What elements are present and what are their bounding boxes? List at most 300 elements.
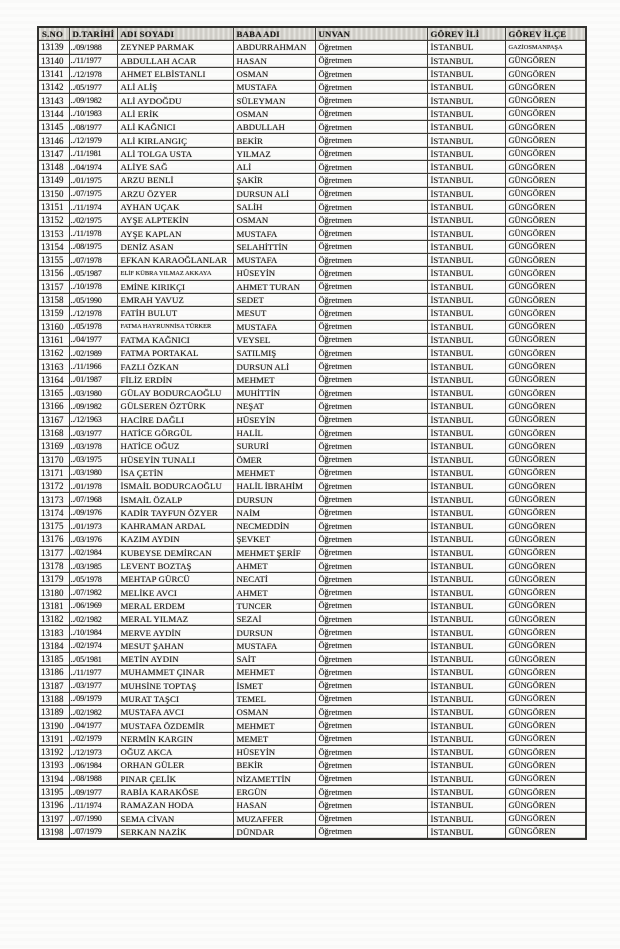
cell-duty-province: İSTANBUL [427,227,505,240]
cell-duty-district: GÜNGÖREN [505,785,586,798]
cell-full-name: SEMA CİVAN [117,812,233,825]
cell-birth-date: ../02/1979 [69,732,117,745]
cell-father-name: AHMET [233,586,315,599]
cell-duty-district: GÜNGÖREN [505,453,586,466]
cell-duty-district: GÜNGÖREN [505,533,586,546]
cell-full-name: HACİRE DAĞLI [117,413,233,426]
cell-father-name: DURSUN [233,493,315,506]
cell-sno: 13175 [38,519,69,532]
table-row [38,692,586,705]
cell-duty-province: İSTANBUL [427,533,505,546]
cell-father-name: VEYSEL [233,333,315,346]
cell-title: Öğretmen [315,413,427,426]
cell-duty-district: GÜNGÖREN [505,599,586,612]
cell-father-name: ÖMER [233,453,315,466]
cell-duty-province: İSTANBUL [427,174,505,187]
table-row [38,293,586,306]
cell-duty-province: İSTANBUL [427,413,505,426]
cell-duty-province: İSTANBUL [427,373,505,386]
table-row [38,267,586,280]
cell-birth-date: ../09/1988 [69,41,117,54]
cell-father-name: ŞEVKET [233,533,315,546]
cell-sno: 13154 [38,240,69,253]
cell-birth-date: ../05/1987 [69,267,117,280]
cell-birth-date: ../03/1975 [69,453,117,466]
cell-father-name: MUSTAFA [233,227,315,240]
cell-full-name: MUSTAFA AVCI [117,706,233,719]
cell-duty-district: GÜNGÖREN [505,746,586,759]
cell-duty-province: İSTANBUL [427,519,505,532]
cell-duty-district: GÜNGÖREN [505,759,586,772]
cell-father-name: DURSUN ALİ [233,360,315,373]
cell-sno: 13196 [38,799,69,812]
cell-full-name: FATİH BULUT [117,307,233,320]
cell-birth-date: ../04/1977 [69,719,117,732]
cell-father-name: DÜNDAR [233,825,315,839]
column-header-full-name: ADI SOYADI [117,27,233,41]
table-row [38,799,586,812]
cell-duty-province: İSTANBUL [427,240,505,253]
cell-duty-province: İSTANBUL [427,280,505,293]
cell-father-name: NAİM [233,506,315,519]
cell-birth-date: ../03/1977 [69,679,117,692]
cell-father-name: MEHMET ŞERİF [233,546,315,559]
column-header-title: UNVAN [315,27,427,41]
cell-birth-date: ../12/1973 [69,746,117,759]
cell-full-name: KUBEYSE DEMİRCAN [117,546,233,559]
cell-father-name: HASAN [233,54,315,67]
table-row [38,573,586,586]
cell-birth-date: ../01/1973 [69,519,117,532]
cell-duty-province: İSTANBUL [427,67,505,80]
cell-sno: 13153 [38,227,69,240]
cell-sno: 13197 [38,812,69,825]
cell-father-name: İSMET [233,679,315,692]
cell-duty-district: GÜNGÖREN [505,227,586,240]
cell-sno: 13156 [38,267,69,280]
cell-duty-district: GÜNGÖREN [505,174,586,187]
cell-birth-date: ../10/1978 [69,280,117,293]
table-row [38,387,586,400]
cell-full-name: ZEYNEP PARMAK [117,41,233,54]
cell-full-name: ABDULLAH ACAR [117,54,233,67]
cell-duty-province: İSTANBUL [427,480,505,493]
cell-birth-date: ../02/1982 [69,706,117,719]
table-row [38,652,586,665]
cell-birth-date: ../03/1978 [69,440,117,453]
cell-sno: 13150 [38,187,69,200]
cell-sno: 13194 [38,772,69,785]
table-row [38,400,586,413]
cell-title: Öğretmen [315,267,427,280]
cell-full-name: METİN AYDIN [117,652,233,665]
cell-duty-province: İSTANBUL [427,187,505,200]
table-row [38,559,586,572]
cell-birth-date: ../05/1981 [69,652,117,665]
cell-full-name: MELİKE AVCI [117,586,233,599]
table-row [38,533,586,546]
cell-birth-date: ../05/1978 [69,573,117,586]
cell-title: Öğretmen [315,440,427,453]
cell-birth-date: ../02/1984 [69,546,117,559]
cell-duty-district: GÜNGÖREN [505,293,586,306]
table-row [38,41,586,54]
cell-duty-province: İSTANBUL [427,759,505,772]
cell-father-name: HALİL [233,426,315,439]
cell-duty-district: GÜNGÖREN [505,387,586,400]
cell-title: Öğretmen [315,280,427,293]
cell-sno: 13151 [38,200,69,213]
cell-duty-district: GÜNGÖREN [505,307,586,320]
cell-sno: 13162 [38,347,69,360]
cell-birth-date: ../03/1977 [69,426,117,439]
cell-sno: 13165 [38,387,69,400]
cell-duty-province: İSTANBUL [427,785,505,798]
cell-father-name: HÜSEYİN [233,267,315,280]
cell-duty-district: GÜNGÖREN [505,134,586,147]
cell-father-name: OSMAN [233,67,315,80]
cell-sno: 13155 [38,254,69,267]
cell-full-name: MERAL ERDEM [117,599,233,612]
cell-full-name: AYŞE KAPLAN [117,227,233,240]
table-header [38,27,586,41]
cell-birth-date: ../03/1980 [69,387,117,400]
cell-sno: 13181 [38,599,69,612]
cell-duty-province: İSTANBUL [427,214,505,227]
table-row [38,107,586,120]
cell-birth-date: ../12/1979 [69,134,117,147]
cell-title: Öğretmen [315,812,427,825]
cell-duty-district: GÜNGÖREN [505,666,586,679]
cell-father-name: TEMEL [233,692,315,705]
cell-birth-date: ../01/1978 [69,480,117,493]
cell-duty-district: GÜNGÖREN [505,200,586,213]
table-row [38,307,586,320]
cell-sno: 13159 [38,307,69,320]
cell-duty-province: İSTANBUL [427,586,505,599]
table-row [38,613,586,626]
cell-duty-province: İSTANBUL [427,387,505,400]
cell-duty-province: İSTANBUL [427,825,505,839]
cell-birth-date: ../03/1980 [69,466,117,479]
cell-title: Öğretmen [315,559,427,572]
cell-father-name: HASAN [233,799,315,812]
cell-sno: 13168 [38,426,69,439]
table-row [38,453,586,466]
cell-duty-district: GÜNGÖREN [505,254,586,267]
cell-duty-district: GÜNGÖREN [505,506,586,519]
cell-duty-province: İSTANBUL [427,107,505,120]
cell-full-name: MUHAMMET ÇINAR [117,666,233,679]
cell-father-name: TUNCER [233,599,315,612]
cell-birth-date: ../09/1979 [69,692,117,705]
cell-duty-district: GAZİOSMANPAŞA [505,41,586,54]
cell-duty-district: GÜNGÖREN [505,825,586,839]
cell-full-name: MUSTAFA ÖZDEMİR [117,719,233,732]
cell-duty-district: GÜNGÖREN [505,240,586,253]
table-body [38,41,586,839]
cell-father-name: SEZAİ [233,613,315,626]
cell-duty-district: GÜNGÖREN [505,626,586,639]
cell-birth-date: ../03/1985 [69,559,117,572]
cell-full-name: RABİA KARAKÖSE [117,785,233,798]
cell-birth-date: ../09/1982 [69,400,117,413]
cell-sno: 13176 [38,533,69,546]
cell-father-name: DURSUN [233,626,315,639]
cell-duty-province: İSTANBUL [427,254,505,267]
cell-birth-date: ../01/1975 [69,174,117,187]
cell-birth-date: ../02/1989 [69,347,117,360]
table-header-row [38,27,586,41]
cell-full-name: ALİ AYDOĞDU [117,94,233,107]
cell-full-name: NERMİN KARGIN [117,732,233,745]
table-row [38,94,586,107]
cell-sno: 13172 [38,480,69,493]
cell-duty-district: GÜNGÖREN [505,440,586,453]
cell-full-name: MERVE AYDİN [117,626,233,639]
cell-duty-province: İSTANBUL [427,293,505,306]
cell-title: Öğretmen [315,626,427,639]
cell-duty-district: GÜNGÖREN [505,639,586,652]
cell-birth-date: ../09/1977 [69,785,117,798]
table-row [38,254,586,267]
cell-sno: 13141 [38,67,69,80]
cell-full-name: İSMAİL ÖZALP [117,493,233,506]
table-row [38,200,586,213]
column-header-duty-province: GÖREV İLİ [427,27,505,41]
cell-birth-date: ../12/1978 [69,67,117,80]
cell-birth-date: ../07/1978 [69,254,117,267]
cell-father-name: ERGÜN [233,785,315,798]
cell-duty-district: GÜNGÖREN [505,267,586,280]
cell-title: Öğretmen [315,493,427,506]
cell-sno: 13163 [38,360,69,373]
cell-title: Öğretmen [315,692,427,705]
cell-title: Öğretmen [315,772,427,785]
cell-father-name: SELAHİTTİN [233,240,315,253]
cell-title: Öğretmen [315,147,427,160]
cell-full-name: ALİ KIRLANGIÇ [117,134,233,147]
cell-sno: 13182 [38,613,69,626]
cell-birth-date: ../07/1990 [69,812,117,825]
cell-duty-province: İSTANBUL [427,400,505,413]
cell-title: Öğretmen [315,519,427,532]
cell-title: Öğretmen [315,706,427,719]
cell-title: Öğretmen [315,94,427,107]
cell-birth-date: ../11/1978 [69,227,117,240]
table-row [38,121,586,134]
cell-duty-district: GÜNGÖREN [505,692,586,705]
cell-full-name: FAZLI ÖZKAN [117,360,233,373]
cell-title: Öğretmen [315,200,427,213]
cell-birth-date: ../08/1977 [69,121,117,134]
cell-title: Öğretmen [315,746,427,759]
table-row [38,759,586,772]
cell-father-name: ABDULLAH [233,121,315,134]
cell-sno: 13193 [38,759,69,772]
cell-duty-district: GÜNGÖREN [505,360,586,373]
cell-title: Öğretmen [315,599,427,612]
cell-full-name: RAMAZAN HODA [117,799,233,812]
cell-full-name: İSA ÇETİN [117,466,233,479]
table-row [38,746,586,759]
cell-birth-date: ../05/1977 [69,81,117,94]
cell-full-name: ALİ KAĞNICI [117,121,233,134]
column-header-father-name: BABA ADI [233,27,315,41]
cell-duty-district: GÜNGÖREN [505,519,586,532]
cell-birth-date: ../04/1974 [69,160,117,173]
cell-title: Öğretmen [315,160,427,173]
cell-birth-date: ../03/1976 [69,533,117,546]
table-row [38,519,586,532]
cell-birth-date: ../07/1982 [69,586,117,599]
cell-duty-province: İSTANBUL [427,573,505,586]
cell-duty-district: GÜNGÖREN [505,187,586,200]
cell-full-name: GÜLAY BODURCAOĞLU [117,387,233,400]
table-row [38,426,586,439]
cell-title: Öğretmen [315,639,427,652]
cell-sno: 13139 [38,41,69,54]
cell-father-name: MUHİTTİN [233,387,315,400]
cell-title: Öğretmen [315,732,427,745]
cell-title: Öğretmen [315,214,427,227]
cell-duty-district: GÜNGÖREN [505,812,586,825]
cell-title: Öğretmen [315,453,427,466]
cell-duty-district: GÜNGÖREN [505,586,586,599]
cell-father-name: SALİH [233,200,315,213]
cell-title: Öğretmen [315,533,427,546]
cell-duty-province: İSTANBUL [427,440,505,453]
cell-duty-district: GÜNGÖREN [505,121,586,134]
cell-duty-province: İSTANBUL [427,719,505,732]
cell-father-name: DURSUN ALİ [233,187,315,200]
cell-birth-date: ../01/1987 [69,373,117,386]
cell-duty-district: GÜNGÖREN [505,652,586,665]
cell-father-name: MUSTAFA [233,320,315,333]
cell-full-name: AYŞE ALPTEKİN [117,214,233,227]
cell-sno: 13179 [38,573,69,586]
cell-title: Öğretmen [315,613,427,626]
cell-sno: 13177 [38,546,69,559]
cell-father-name: HÜSEYİN [233,413,315,426]
cell-birth-date: ../02/1975 [69,214,117,227]
cell-birth-date: ../06/1984 [69,759,117,772]
table-row [38,54,586,67]
cell-father-name: BEKİR [233,134,315,147]
cell-father-name: SAİT [233,652,315,665]
cell-birth-date: ../12/1978 [69,307,117,320]
table-row [38,81,586,94]
cell-sno: 13188 [38,692,69,705]
cell-full-name: ALİ ALİŞ [117,81,233,94]
cell-duty-district: GÜNGÖREN [505,559,586,572]
table-row [38,679,586,692]
cell-duty-district: GÜNGÖREN [505,732,586,745]
cell-title: Öğretmen [315,54,427,67]
cell-father-name: NECMEDDİN [233,519,315,532]
cell-title: Öğretmen [315,387,427,400]
cell-title: Öğretmen [315,254,427,267]
cell-sno: 13173 [38,493,69,506]
cell-father-name: ABDURRAHMAN [233,41,315,54]
cell-duty-province: İSTANBUL [427,147,505,160]
table-row [38,732,586,745]
cell-father-name: SURURİ [233,440,315,453]
cell-birth-date: ../12/1963 [69,413,117,426]
cell-sno: 13148 [38,160,69,173]
cell-title: Öğretmen [315,759,427,772]
cell-father-name: MUSTAFA [233,639,315,652]
cell-sno: 13170 [38,453,69,466]
table-row [38,147,586,160]
table-row [38,772,586,785]
cell-father-name: MEHMET [233,719,315,732]
cell-father-name: MUZAFFER [233,812,315,825]
cell-title: Öğretmen [315,333,427,346]
cell-sno: 13192 [38,746,69,759]
cell-sno: 13191 [38,732,69,745]
cell-father-name: MESUT [233,307,315,320]
cell-title: Öğretmen [315,799,427,812]
cell-sno: 13171 [38,466,69,479]
cell-duty-district: GÜNGÖREN [505,466,586,479]
cell-father-name: HALİL İBRAHİM [233,480,315,493]
cell-title: Öğretmen [315,67,427,80]
cell-duty-province: İSTANBUL [427,812,505,825]
cell-birth-date: ../05/1990 [69,293,117,306]
cell-duty-district: GÜNGÖREN [505,679,586,692]
cell-duty-province: İSTANBUL [427,360,505,373]
table-row [38,347,586,360]
cell-sno: 13152 [38,214,69,227]
table-row [38,719,586,732]
cell-title: Öğretmen [315,134,427,147]
cell-full-name: MESUT ŞAHAN [117,639,233,652]
table-row [38,639,586,652]
cell-full-name: FATMA KAĞNICI [117,333,233,346]
cell-sno: 13142 [38,81,69,94]
cell-father-name: MEHMET [233,373,315,386]
table-row [38,546,586,559]
cell-title: Öğretmen [315,400,427,413]
cell-duty-province: İSTANBUL [427,347,505,360]
cell-full-name: FİLİZ ERDİN [117,373,233,386]
cell-full-name: MUHSİNE TOPTAŞ [117,679,233,692]
cell-duty-district: GÜNGÖREN [505,493,586,506]
cell-sno: 13140 [38,54,69,67]
cell-duty-district: GÜNGÖREN [505,320,586,333]
cell-duty-province: İSTANBUL [427,94,505,107]
cell-title: Öğretmen [315,546,427,559]
cell-title: Öğretmen [315,573,427,586]
cell-duty-district: GÜNGÖREN [505,333,586,346]
table-row [38,174,586,187]
cell-duty-province: İSTANBUL [427,706,505,719]
cell-full-name: ARZU BENLİ [117,174,233,187]
cell-full-name: LEVENT BOZTAŞ [117,559,233,572]
cell-duty-district: GÜNGÖREN [505,546,586,559]
cell-full-name: ALİ ERİK [117,107,233,120]
table-row [38,785,586,798]
cell-birth-date: ../04/1977 [69,333,117,346]
cell-duty-province: İSTANBUL [427,134,505,147]
cell-duty-district: GÜNGÖREN [505,573,586,586]
cell-father-name: ALİ [233,160,315,173]
cell-father-name: OSMAN [233,107,315,120]
cell-sno: 13166 [38,400,69,413]
cell-sno: 13160 [38,320,69,333]
cell-father-name: NECATİ [233,573,315,586]
